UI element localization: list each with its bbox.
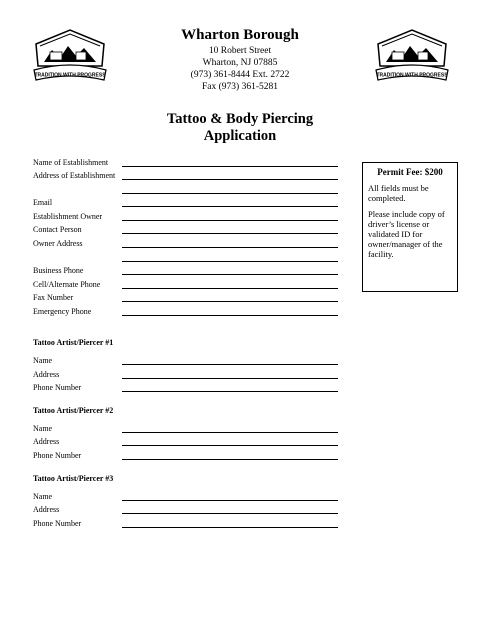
field-cell-alternate-phone[interactable] xyxy=(122,288,338,289)
artist-1-label-phone: Phone Number xyxy=(33,383,82,392)
fax-number: Fax (973) 361-5281 xyxy=(202,82,278,92)
form-title-line2: Application xyxy=(203,128,277,144)
label-owner-address: Owner Address xyxy=(33,239,83,248)
artist-3-label-address: Address xyxy=(33,505,60,514)
artist-1-field-address[interactable] xyxy=(122,378,338,379)
city-address: Wharton, NJ 07885 xyxy=(202,58,278,68)
label-business-phone: Business Phone xyxy=(33,266,84,275)
permit-info-box xyxy=(362,162,458,292)
seal-text: TRADITION WITH PROGRESS xyxy=(34,72,106,79)
phone-number: (973) 361-8444 Ext. 2722 xyxy=(190,70,290,80)
field-address-of-establishment-line2[interactable] xyxy=(122,193,338,194)
borough-seal-left-icon xyxy=(30,26,110,86)
field-fax-number[interactable] xyxy=(122,301,338,302)
artist-1-label-name: Name xyxy=(33,356,53,365)
artist-3-label-name: Name xyxy=(33,492,53,501)
artist-3-label-phone: Phone Number xyxy=(33,519,82,528)
artist-2-field-address[interactable] xyxy=(122,445,338,446)
borough-seal-right-icon xyxy=(372,26,452,86)
field-owner-address-line2[interactable] xyxy=(122,261,338,262)
field-establishment-owner[interactable] xyxy=(122,220,338,221)
field-contact-person[interactable] xyxy=(122,233,338,234)
field-email[interactable] xyxy=(122,206,338,207)
org-name: Wharton Borough xyxy=(181,27,299,43)
field-name-of-establishment[interactable] xyxy=(122,166,338,167)
artist-3-field-phone[interactable] xyxy=(122,527,338,528)
permit-fee: Permit Fee: $200 xyxy=(377,167,443,177)
label-cell-alternate-phone: Cell/Alternate Phone xyxy=(33,280,101,289)
label-address-of-establishment: Address of Establishment xyxy=(33,171,116,180)
artist-3-field-name[interactable] xyxy=(122,500,338,501)
field-business-phone[interactable] xyxy=(122,274,338,275)
id-requirement-note: Please include copy of driver’s license or validated ID for owner/manager of the facility. xyxy=(368,209,445,259)
seal-text: TRADITION WITH PROGRESS xyxy=(376,72,448,79)
label-email: Email xyxy=(33,198,53,207)
artist-1-field-phone[interactable] xyxy=(122,391,338,392)
street-address: 10 Robert Street xyxy=(208,46,272,56)
all-fields-note: All fields must be completed. xyxy=(368,183,429,203)
artist-3-heading: Tattoo Artist/Piercer #3 xyxy=(33,474,114,483)
field-address-of-establishment[interactable] xyxy=(122,179,338,180)
field-owner-address[interactable] xyxy=(122,247,338,248)
artist-1-field-name[interactable] xyxy=(122,364,338,365)
artist-1-heading: Tattoo Artist/Piercer #1 xyxy=(33,338,114,347)
label-name-of-establishment: Name of Establishment xyxy=(33,158,109,167)
artist-2-label-phone: Phone Number xyxy=(33,451,82,460)
label-contact-person: Contact Person xyxy=(33,225,82,234)
artist-2-field-name[interactable] xyxy=(122,432,338,433)
artist-2-label-address: Address xyxy=(33,437,60,446)
form-title-line1: Tattoo & Body Piercing xyxy=(166,111,314,127)
artist-2-heading: Tattoo Artist/Piercer #2 xyxy=(33,406,114,415)
artist-2-label-name: Name xyxy=(33,424,53,433)
field-emergency-phone[interactable] xyxy=(122,315,338,316)
label-establishment-owner: Establishment Owner xyxy=(33,212,103,221)
artist-3-field-address[interactable] xyxy=(122,513,338,514)
label-emergency-phone: Emergency Phone xyxy=(33,307,92,316)
artist-1-label-address: Address xyxy=(33,370,60,379)
artist-2-field-phone[interactable] xyxy=(122,459,338,460)
label-fax-number: Fax Number xyxy=(33,293,74,302)
